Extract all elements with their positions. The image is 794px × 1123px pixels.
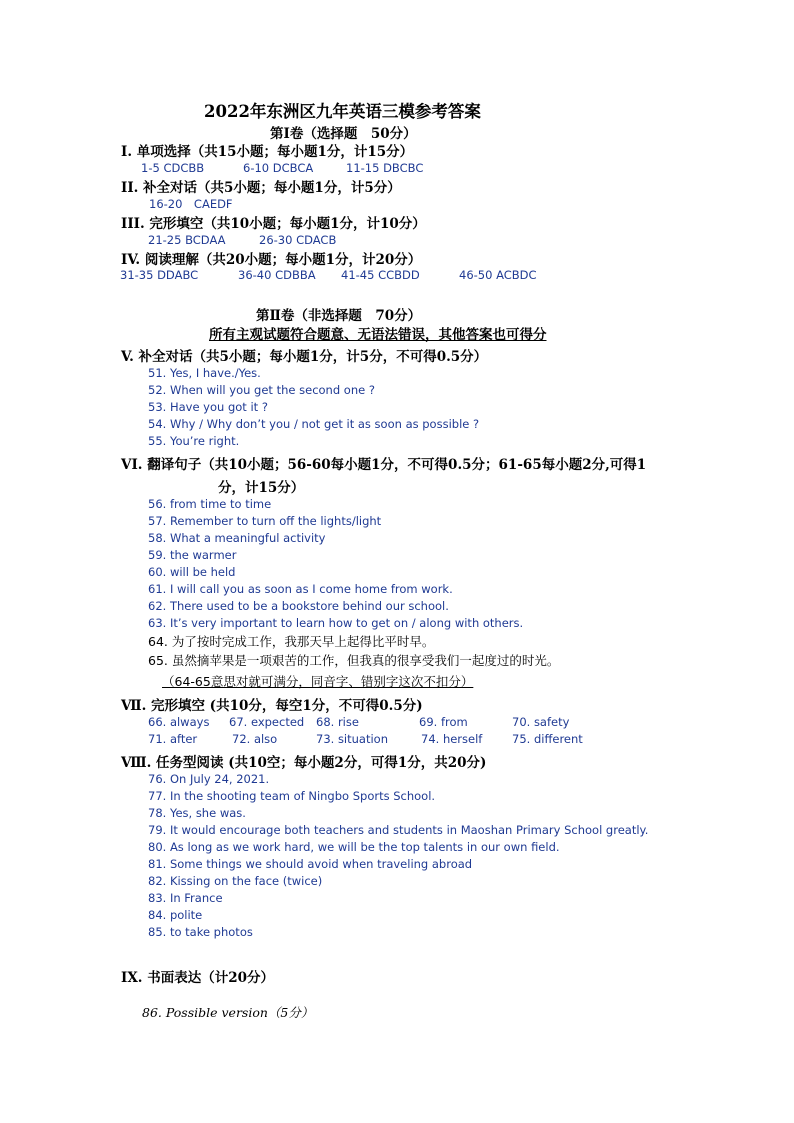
answer-item-cn: 65. 虽然摘苹果是一项艰苦的工作，但我真的很享受我们一起度过的时光。	[148, 653, 560, 668]
answer-group: 41-45 CCBDD	[341, 268, 420, 282]
answer-item: 63. It’s very important to learn how to get on / along with others.	[148, 616, 524, 630]
answer-item: 59. the warmer	[148, 548, 237, 562]
section8-heading: Ⅷ. 任务型阅读 (共10空；每小题2分，可得1分，共20分)	[121, 755, 487, 771]
answer-item: 61. I will call you as soon as I come home from work.	[148, 582, 453, 596]
part2-heading: 第Ⅱ卷（非选择题 70分）	[256, 308, 422, 324]
answer-cell: 73. situation	[316, 732, 389, 746]
section6-heading-cont: 分，计15分）	[218, 480, 305, 496]
answer-item: 56. from time to time	[148, 497, 272, 511]
answer-cell: 69. from	[419, 715, 468, 729]
answer-group: 21-25 BCDAA	[148, 233, 226, 247]
grading-note: 所有主观试题符合题意、无语法错误，其他答案也可得分	[209, 327, 547, 343]
answer-item: 77. In the shooting team of Ningbo Sports School.	[148, 789, 436, 803]
answer-cell: 74. herself	[421, 732, 483, 746]
section1-heading: I. 单项选择（共15小题；每小题1分，计15分）	[121, 144, 414, 160]
answer-item: 58. What a meaningful activity	[148, 531, 326, 545]
answer-item: 53. Have you got it ?	[148, 400, 268, 414]
answer-item: 62. There used to be a bookstore behind our school.	[148, 599, 449, 613]
answer-item: 54. Why / Why don’t you / not get it as soon as possible ?	[148, 417, 480, 431]
section6-heading: VI. 翻译句子（共10小题；56-60每小题1分，不可得0.5分；61-65每小题2分,可得1	[121, 457, 647, 473]
answer-group: 31-35 DDABC	[120, 268, 199, 282]
answer-item-cn: 64. 为了按时完成工作，我那天早上起得比平时早。	[148, 634, 435, 649]
answer-item: 51. Yes, I have./Yes.	[148, 366, 261, 380]
translation-note: （64-65意思对就可满分，同音字、错别字这次不扣分）	[162, 674, 474, 689]
answer-cell: 66. always	[148, 715, 210, 729]
answer-group: 16-20 CAEDF	[149, 197, 233, 211]
answer-item: 79. It would encourage both teachers and students in Maoshan Primary School greatly.	[148, 823, 649, 837]
answer-item: 82. Kissing on the face (twice)	[148, 874, 323, 888]
answer-item: 76. On July 24, 2021.	[148, 772, 270, 786]
answer-cell: 70. safety	[512, 715, 570, 729]
answer-item: 83. In France	[148, 891, 223, 905]
answer-item: 57. Remember to turn off the lights/light	[148, 514, 382, 528]
section5-heading: V. 补全对话（共5小题；每小题1分，计5分，不可得0.5分）	[121, 349, 488, 365]
answer-item: 55. You’re right.	[148, 434, 240, 448]
section2-heading: II. 补全对话（共5小题；每小题1分，计5分）	[121, 180, 401, 196]
answer-cell: 75. different	[512, 732, 583, 746]
answer-group: 46-50 ACBDC	[459, 268, 537, 282]
page-title: 2022年东洲区九年英语三模参考答案	[204, 102, 481, 121]
answer-item: 80. As long as we work hard, we will be the top talents in our own field.	[148, 840, 560, 854]
section7-heading: Ⅶ. 完形填空 (共10分，每空1分，不可得0.5分)	[121, 698, 423, 714]
answer-group: 36-40 CDBBA	[238, 268, 316, 282]
answer-item: 81. Some things we should avoid when traveling abroad	[148, 857, 473, 871]
answer-item: 60. will be held	[148, 565, 236, 579]
answer-item: 52. When will you get the second one ?	[148, 383, 375, 397]
answer-group: 26-30 CDACB	[259, 233, 337, 247]
section9-heading: IX. 书面表达（计20分）	[121, 970, 274, 986]
answer-cell: 72. also	[232, 732, 278, 746]
possible-version-label: 86. Possible version（5分）	[142, 1005, 314, 1020]
answer-item: 85. to take photos	[148, 925, 253, 939]
section3-heading: III. 完形填空（共10小题；每小题1分，计10分）	[121, 216, 426, 232]
answer-item: 78. Yes, she was.	[148, 806, 246, 820]
answer-cell: 71. after	[148, 732, 198, 746]
part1-heading: 第Ⅰ卷（选择题 50分）	[270, 126, 417, 142]
answer-cell: 67. expected	[229, 715, 305, 729]
answer-cell: 68. rise	[316, 715, 359, 729]
answer-item: 84. polite	[148, 908, 203, 922]
answer-group: 11-15 DBCBC	[346, 161, 424, 175]
section4-heading: IV. 阅读理解（共20小题；每小题1分，计20分）	[121, 252, 422, 268]
answer-group: 6-10 DCBCA	[243, 161, 314, 175]
answer-group: 1-5 CDCBB	[141, 161, 205, 175]
